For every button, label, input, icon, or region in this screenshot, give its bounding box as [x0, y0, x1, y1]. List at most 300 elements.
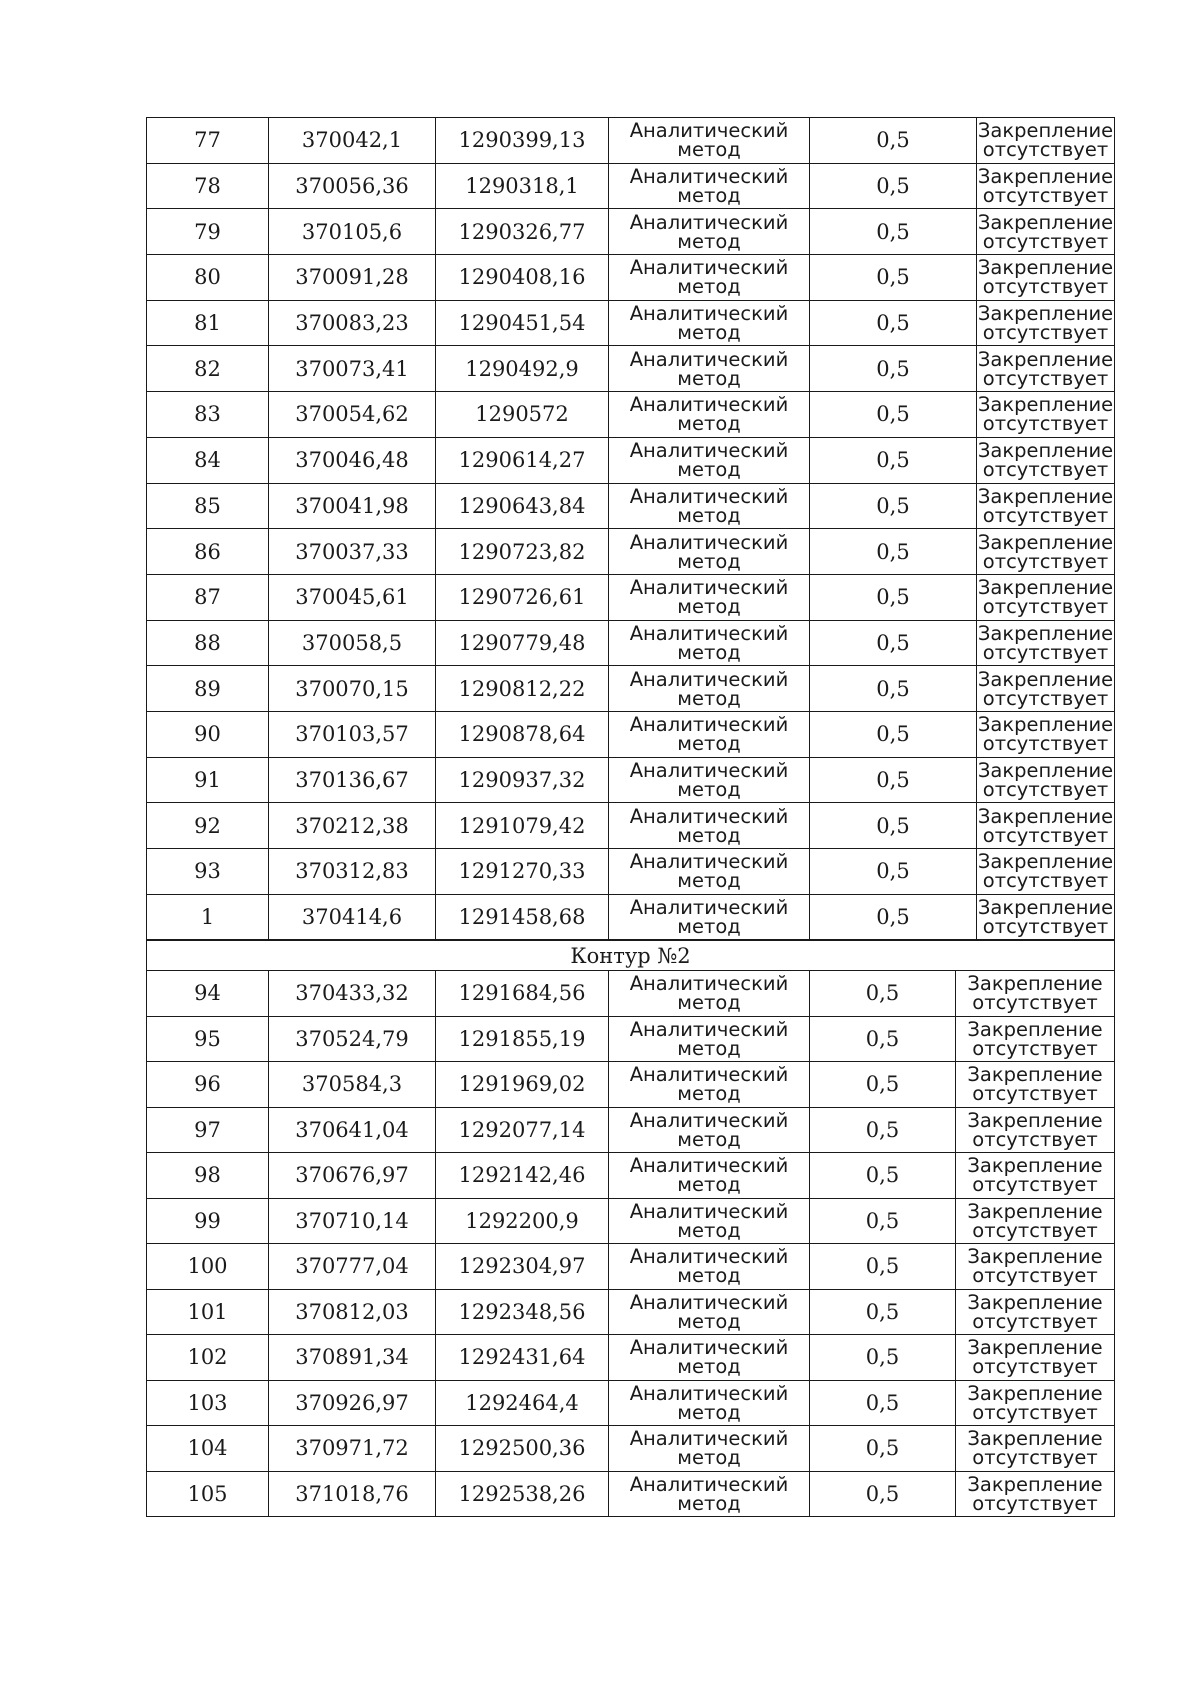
coordinate-x: 370710,14 — [269, 1198, 436, 1244]
fixing-description-line: Закрепление — [967, 1290, 1103, 1314]
fixing-description-line: Закрепление — [967, 1154, 1103, 1178]
fixing-description — [977, 529, 1115, 575]
coordinate-x: 370891,34 — [269, 1335, 436, 1381]
determination-method-line: Аналитический — [629, 302, 789, 326]
fixing-description-line: отсутствует — [982, 549, 1109, 573]
coordinate-y: 1292538,26 — [436, 1471, 609, 1517]
determination-method-line: Аналитический — [629, 165, 789, 189]
determination-method-line: метод — [677, 732, 741, 756]
fixing-description-line: Закрепление — [977, 530, 1114, 554]
fixing-description-line: Закрепление — [967, 1199, 1103, 1223]
fixing-description — [956, 1107, 1115, 1153]
determination-method — [609, 163, 810, 209]
determination-method-line: метод — [677, 321, 741, 345]
fixing-description-line: отсутствует — [972, 1082, 1098, 1106]
coordinate-y: 1291079,42 — [436, 803, 609, 849]
determination-method-line: Аналитический — [629, 1154, 789, 1178]
point-number: 84 — [147, 437, 269, 483]
point-number: 92 — [147, 803, 269, 849]
fixing-description-line: Закрепление — [977, 896, 1114, 920]
determination-method — [609, 118, 810, 164]
point-number: 95 — [147, 1016, 269, 1062]
coordinates-table-contour-1 — [146, 117, 1115, 941]
fixing-description-line: отсутствует — [982, 823, 1109, 847]
determination-method-line: Аналитический — [629, 256, 789, 280]
determination-method — [609, 1198, 810, 1244]
determination-method-line: метод — [677, 1400, 741, 1424]
coordinate-y: 1290812,22 — [436, 666, 609, 712]
coordinate-y: 1290408,16 — [436, 255, 609, 301]
coordinate-y: 1290614,27 — [436, 437, 609, 483]
point-number: 91 — [147, 757, 269, 803]
point-number: 78 — [147, 163, 269, 209]
fixing-description-line: отсутствует — [972, 1036, 1098, 1060]
accuracy-value: 0,5 — [810, 1471, 956, 1517]
accuracy-value: 0,5 — [810, 1289, 956, 1335]
coordinate-x: 370312,83 — [269, 849, 436, 895]
coordinate-y: 1290726,61 — [436, 574, 609, 620]
accuracy-value: 0,5 — [810, 757, 977, 803]
fixing-description-line: Закрепление — [977, 119, 1114, 143]
table-row — [147, 300, 1115, 346]
fixing-description-line: отсутствует — [982, 138, 1109, 162]
determination-method-line: Аналитический — [629, 530, 789, 554]
fixing-description-line: Закрепление — [977, 439, 1114, 463]
point-number: 100 — [147, 1244, 269, 1290]
fixing-description-line: отсутствует — [972, 1309, 1098, 1333]
accuracy-value: 0,5 — [810, 1016, 956, 1062]
determination-method-line: метод — [677, 1082, 741, 1106]
fixing-description-line: Закрепление — [967, 972, 1103, 996]
fixing-description-line: отсутствует — [982, 184, 1109, 208]
point-number: 97 — [147, 1107, 269, 1153]
table-row — [147, 1062, 1115, 1108]
coordinate-y: 1290451,54 — [436, 300, 609, 346]
point-number: 94 — [147, 971, 269, 1017]
accuracy-value: 0,5 — [810, 437, 977, 483]
point-number: 1 — [147, 894, 269, 940]
accuracy-value: 0,5 — [810, 1062, 956, 1108]
coordinate-x: 370414,6 — [269, 894, 436, 940]
fixing-description-line: Закрепление — [967, 1427, 1103, 1451]
determination-method-line: метод — [677, 1264, 741, 1288]
fixing-description-line: отсутствует — [972, 1127, 1098, 1151]
table-row — [147, 392, 1115, 438]
determination-method-line: метод — [677, 640, 741, 664]
fixing-description-line: Закрепление — [967, 1381, 1103, 1405]
fixing-description — [977, 255, 1115, 301]
coordinate-y: 1292348,56 — [436, 1289, 609, 1335]
determination-method-line: Аналитический — [629, 804, 789, 828]
fixing-description — [977, 574, 1115, 620]
fixing-description — [977, 849, 1115, 895]
determination-method — [609, 483, 810, 529]
fixing-description — [977, 483, 1115, 529]
fixing-description-line: отсутствует — [972, 1264, 1098, 1288]
fixing-description-line: Закрепление — [977, 256, 1114, 280]
table-row — [147, 1471, 1115, 1517]
table-row — [147, 1153, 1115, 1199]
determination-method — [609, 971, 810, 1017]
determination-method-line: метод — [677, 275, 741, 299]
fixing-description-line: отсутствует — [972, 1446, 1098, 1470]
determination-method-line: метод — [677, 991, 741, 1015]
fixing-description-line: отсутствует — [972, 1218, 1098, 1242]
point-number: 80 — [147, 255, 269, 301]
fixing-description-line: Закрепление — [977, 621, 1114, 645]
accuracy-value: 0,5 — [810, 392, 977, 438]
fixing-description-line: Закрепление — [977, 165, 1114, 189]
determination-method-line: метод — [677, 1036, 741, 1060]
determination-method-line: Аналитический — [629, 758, 789, 782]
accuracy-value: 0,5 — [810, 1380, 956, 1426]
fixing-description-line: отсутствует — [982, 640, 1109, 664]
coordinate-x: 370777,04 — [269, 1244, 436, 1290]
fixing-description — [977, 894, 1115, 940]
fixing-description-line: Закрепление — [977, 758, 1114, 782]
fixing-description-line: Закрепление — [967, 1472, 1103, 1496]
table-row — [147, 163, 1115, 209]
determination-method-line: метод — [677, 138, 741, 162]
point-number: 82 — [147, 346, 269, 392]
contour-2-title: Контур №2 — [147, 941, 1115, 971]
table-row — [147, 1244, 1115, 1290]
coordinate-y: 1291969,02 — [436, 1062, 609, 1108]
determination-method-line: Аналитический — [629, 439, 789, 463]
fixing-description-line: Закрепление — [967, 1017, 1103, 1041]
fixing-description-line: отсутствует — [982, 777, 1109, 801]
coordinates-table-contour-2 — [146, 940, 1115, 1517]
determination-method-line: Аналитический — [629, 1108, 789, 1132]
coordinate-x: 370641,04 — [269, 1107, 436, 1153]
fixing-description — [977, 620, 1115, 666]
coordinate-x: 370073,41 — [269, 346, 436, 392]
point-number: 90 — [147, 711, 269, 757]
coordinate-x: 370433,32 — [269, 971, 436, 1017]
determination-method — [609, 1335, 810, 1381]
accuracy-value: 0,5 — [810, 1335, 956, 1381]
fixing-description-line: отсутствует — [982, 732, 1109, 756]
fixing-description — [977, 711, 1115, 757]
accuracy-value: 0,5 — [810, 894, 977, 940]
table-row — [147, 803, 1115, 849]
coordinate-x: 370103,57 — [269, 711, 436, 757]
determination-method-line: метод — [677, 1355, 741, 1379]
fixing-description-line: отсутствует — [972, 1173, 1098, 1197]
determination-method — [609, 1426, 810, 1472]
determination-method-line: метод — [677, 915, 741, 939]
accuracy-value: 0,5 — [810, 1198, 956, 1244]
fixing-description-line: Закрепление — [977, 302, 1114, 326]
determination-method-line: метод — [677, 503, 741, 527]
fixing-description-line: отсутствует — [982, 321, 1109, 345]
coordinate-x: 370045,61 — [269, 574, 436, 620]
coordinate-x: 370037,33 — [269, 529, 436, 575]
fixing-description — [977, 666, 1115, 712]
fixing-description-line: отсутствует — [972, 1400, 1098, 1424]
point-number: 101 — [147, 1289, 269, 1335]
fixing-description — [956, 1426, 1115, 1472]
point-number: 77 — [147, 118, 269, 164]
determination-method-line: Аналитический — [629, 667, 789, 691]
coordinate-y: 1290399,13 — [436, 118, 609, 164]
fixing-description — [956, 1244, 1115, 1290]
fixing-description-line: отсутствует — [982, 503, 1109, 527]
fixing-description — [956, 1471, 1115, 1517]
determination-method-line: Аналитический — [629, 1427, 789, 1451]
coordinate-y: 1292464,4 — [436, 1380, 609, 1426]
fixing-description-line: отсутствует — [982, 366, 1109, 390]
table-row — [147, 894, 1115, 940]
fixing-description-line: отсутствует — [972, 991, 1098, 1015]
coordinate-y: 1292304,97 — [436, 1244, 609, 1290]
table-row — [147, 529, 1115, 575]
determination-method-line: метод — [677, 229, 741, 253]
determination-method-line: Аналитический — [629, 393, 789, 417]
coordinate-y: 1292142,46 — [436, 1153, 609, 1199]
accuracy-value: 0,5 — [810, 1107, 956, 1153]
determination-method — [609, 209, 810, 255]
determination-method-line: метод — [677, 1446, 741, 1470]
determination-method-line: Аналитический — [629, 1017, 789, 1041]
fixing-description-line: отсутствует — [972, 1355, 1098, 1379]
determination-method-line: Аналитический — [629, 210, 789, 234]
table-row — [147, 1016, 1115, 1062]
coordinate-x: 370584,3 — [269, 1062, 436, 1108]
coordinate-x: 370046,48 — [269, 437, 436, 483]
determination-method-line: Аналитический — [629, 1336, 789, 1360]
contour-header-row — [147, 941, 1115, 971]
point-number: 85 — [147, 483, 269, 529]
point-number: 102 — [147, 1335, 269, 1381]
fixing-description-line: Закрепление — [977, 576, 1114, 600]
coordinate-x: 370083,23 — [269, 300, 436, 346]
fixing-description — [956, 1062, 1115, 1108]
coordinate-y: 1292200,9 — [436, 1198, 609, 1244]
fixing-description — [977, 300, 1115, 346]
determination-method-line: метод — [677, 1218, 741, 1242]
fixing-description — [977, 392, 1115, 438]
fixing-description-line: отсутствует — [982, 686, 1109, 710]
determination-method-line: Аналитический — [629, 1381, 789, 1405]
determination-method — [609, 1244, 810, 1290]
accuracy-value: 0,5 — [810, 163, 977, 209]
coordinate-y: 1291855,19 — [436, 1016, 609, 1062]
determination-method-line: метод — [677, 1173, 741, 1197]
determination-method — [609, 346, 810, 392]
point-number: 86 — [147, 529, 269, 575]
point-number: 79 — [147, 209, 269, 255]
accuracy-value: 0,5 — [810, 346, 977, 392]
accuracy-value: 0,5 — [810, 529, 977, 575]
determination-method — [609, 255, 810, 301]
table-row — [147, 711, 1115, 757]
point-number: 105 — [147, 1471, 269, 1517]
determination-method — [609, 666, 810, 712]
coordinate-y: 1290326,77 — [436, 209, 609, 255]
coordinate-x: 370524,79 — [269, 1016, 436, 1062]
determination-method-line: Аналитический — [629, 713, 789, 737]
fixing-description-line: Закрепление — [967, 1336, 1103, 1360]
coordinate-x: 370041,98 — [269, 483, 436, 529]
fixing-description-line: Закрепление — [977, 484, 1114, 508]
fixing-description-line: отсутствует — [972, 1491, 1098, 1515]
coordinate-y: 1292077,14 — [436, 1107, 609, 1153]
accuracy-value: 0,5 — [810, 483, 977, 529]
fixing-description-line: Закрепление — [977, 713, 1114, 737]
point-number: 87 — [147, 574, 269, 620]
fixing-description-line: отсутствует — [982, 869, 1109, 893]
determination-method — [609, 1289, 810, 1335]
accuracy-value: 0,5 — [810, 300, 977, 346]
determination-method-line: Аналитический — [629, 1199, 789, 1223]
determination-method-line: метод — [677, 869, 741, 893]
determination-method-line: Аналитический — [629, 1063, 789, 1087]
determination-method — [609, 803, 810, 849]
fixing-description-line: Закрепление — [967, 1108, 1103, 1132]
table-row — [147, 346, 1115, 392]
accuracy-value: 0,5 — [810, 666, 977, 712]
determination-method-line: метод — [677, 1491, 741, 1515]
table-row — [147, 971, 1115, 1017]
fixing-description — [977, 346, 1115, 392]
coordinate-x: 370212,38 — [269, 803, 436, 849]
coordinate-x: 370971,72 — [269, 1426, 436, 1472]
accuracy-value: 0,5 — [810, 255, 977, 301]
determination-method-line: Аналитический — [629, 1472, 789, 1496]
accuracy-value: 0,5 — [810, 209, 977, 255]
point-number: 88 — [147, 620, 269, 666]
table-row — [147, 620, 1115, 666]
table-row — [147, 437, 1115, 483]
determination-method-line: Аналитический — [629, 484, 789, 508]
determination-method-line: Аналитический — [629, 621, 789, 645]
coordinate-x: 370136,67 — [269, 757, 436, 803]
coordinate-y: 1290723,82 — [436, 529, 609, 575]
determination-method-line: Аналитический — [629, 850, 789, 874]
table-row — [147, 757, 1115, 803]
coordinate-x: 370676,97 — [269, 1153, 436, 1199]
point-number: 103 — [147, 1380, 269, 1426]
point-number: 83 — [147, 392, 269, 438]
fixing-description — [977, 757, 1115, 803]
table-row — [147, 209, 1115, 255]
coordinate-y: 1291684,56 — [436, 971, 609, 1017]
accuracy-value: 0,5 — [810, 1153, 956, 1199]
determination-method-line: метод — [677, 777, 741, 801]
point-number: 104 — [147, 1426, 269, 1472]
coordinate-x: 370058,5 — [269, 620, 436, 666]
determination-method-line: метод — [677, 184, 741, 208]
fixing-description-line: Закрепление — [977, 210, 1114, 234]
coordinate-y: 1292500,36 — [436, 1426, 609, 1472]
fixing-description-line: отсутствует — [982, 275, 1109, 299]
fixing-description-line: Закрепление — [977, 393, 1114, 417]
determination-method — [609, 757, 810, 803]
determination-method-line: Аналитический — [629, 896, 789, 920]
determination-method — [609, 437, 810, 483]
determination-method — [609, 529, 810, 575]
coordinate-y: 1292431,64 — [436, 1335, 609, 1381]
coordinate-y: 1290779,48 — [436, 620, 609, 666]
coordinate-y: 1290878,64 — [436, 711, 609, 757]
determination-method-line: метод — [677, 823, 741, 847]
determination-method — [609, 1153, 810, 1199]
coordinate-y: 1291458,68 — [436, 894, 609, 940]
table-row — [147, 118, 1115, 164]
coordinate-y: 1290643,84 — [436, 483, 609, 529]
determination-method — [609, 1016, 810, 1062]
determination-method-line: Аналитический — [629, 576, 789, 600]
accuracy-value: 0,5 — [810, 1426, 956, 1472]
fixing-description — [977, 209, 1115, 255]
table-row — [147, 849, 1115, 895]
coordinate-x: 370054,62 — [269, 392, 436, 438]
point-number: 89 — [147, 666, 269, 712]
determination-method-line: метод — [677, 595, 741, 619]
determination-method-line: Аналитический — [629, 347, 789, 371]
accuracy-value: 0,5 — [810, 1244, 956, 1290]
fixing-description — [956, 1198, 1115, 1244]
table-row — [147, 1335, 1115, 1381]
fixing-description-line: Закрепление — [967, 1063, 1103, 1087]
fixing-description-line: отсутствует — [982, 595, 1109, 619]
determination-method — [609, 574, 810, 620]
table-row — [147, 483, 1115, 529]
determination-method-line: Аналитический — [629, 1245, 789, 1269]
fixing-description-line: отсутствует — [982, 458, 1109, 482]
determination-method — [609, 711, 810, 757]
accuracy-value: 0,5 — [810, 574, 977, 620]
coordinate-y: 1290572 — [436, 392, 609, 438]
determination-method — [609, 1471, 810, 1517]
determination-method-line: Аналитический — [629, 1290, 789, 1314]
determination-method-line: метод — [677, 366, 741, 390]
coordinate-x: 370091,28 — [269, 255, 436, 301]
fixing-description — [977, 803, 1115, 849]
fixing-description-line: отсутствует — [982, 412, 1109, 436]
point-number: 96 — [147, 1062, 269, 1108]
fixing-description — [977, 437, 1115, 483]
table-row — [147, 1289, 1115, 1335]
coordinate-x: 370056,36 — [269, 163, 436, 209]
determination-method — [609, 1107, 810, 1153]
coordinate-x: 370042,1 — [269, 118, 436, 164]
table-row — [147, 1426, 1115, 1472]
coordinate-y: 1290492,9 — [436, 346, 609, 392]
fixing-description-line: Закрепление — [977, 667, 1114, 691]
accuracy-value: 0,5 — [810, 971, 956, 1017]
fixing-description — [977, 118, 1115, 164]
coordinate-x: 371018,76 — [269, 1471, 436, 1517]
table-row — [147, 1107, 1115, 1153]
fixing-description — [956, 1153, 1115, 1199]
fixing-description — [956, 1016, 1115, 1062]
coordinate-x: 370926,97 — [269, 1380, 436, 1426]
accuracy-value: 0,5 — [810, 711, 977, 757]
fixing-description-line: отсутствует — [982, 229, 1109, 253]
determination-method-line: метод — [677, 458, 741, 482]
determination-method-line: метод — [677, 412, 741, 436]
determination-method-line: Аналитический — [629, 972, 789, 996]
point-number: 98 — [147, 1153, 269, 1199]
accuracy-value: 0,5 — [810, 620, 977, 666]
point-number: 99 — [147, 1198, 269, 1244]
point-number: 81 — [147, 300, 269, 346]
determination-method — [609, 1380, 810, 1426]
fixing-description-line: Закрепление — [967, 1245, 1103, 1269]
fixing-description — [956, 1380, 1115, 1426]
